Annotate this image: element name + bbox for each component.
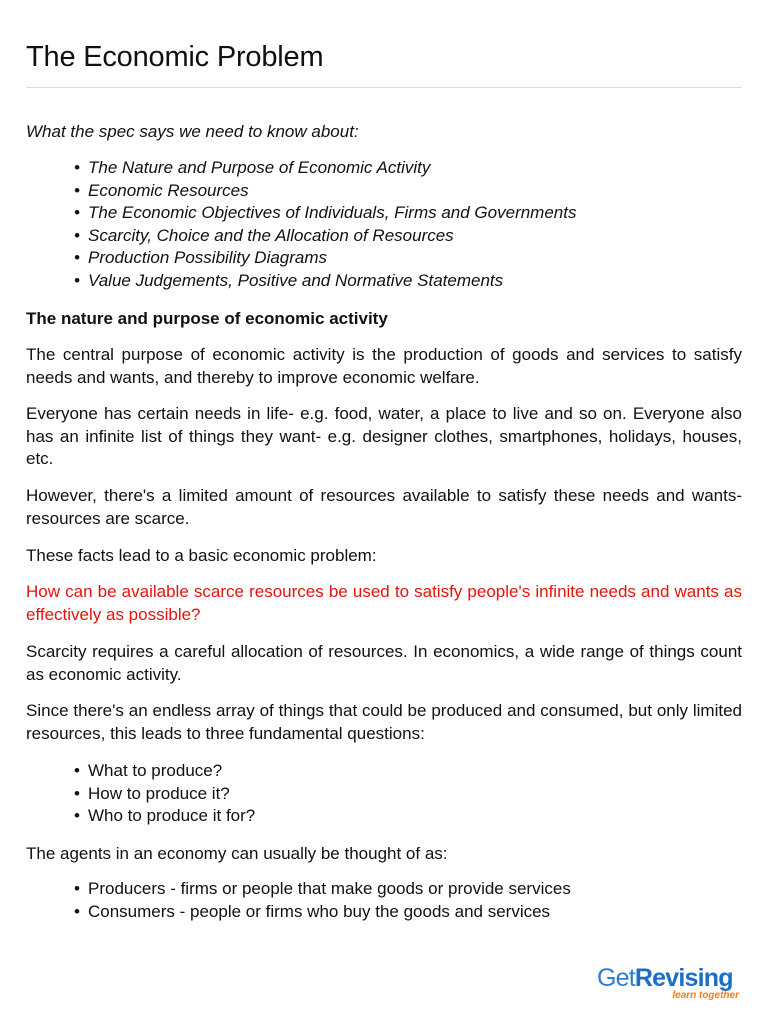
section-heading: The nature and purpose of economic activity xyxy=(26,309,388,328)
spec-list-item: • The Nature and Purpose of Economic Activity xyxy=(74,157,576,180)
question-item: • What to produce? xyxy=(74,760,255,783)
spec-list-item: • Value Judgements, Positive and Normative Statements xyxy=(74,270,576,293)
highlighted-question: How can be available scarce resources be used to satisfy people's infinite needs and wants as effectively as possible? xyxy=(26,582,742,624)
spec-list-item: • Scarcity, Choice and the Allocation of Resources xyxy=(74,225,576,248)
spec-intro: What the spec says we need to know about: xyxy=(26,122,359,141)
paragraph: Everyone has certain needs in life- e.g. food, water, a place to live and so on. Everyone also has an infinite list of things they want- e.g. designer clothes, smartphones, holidays, houses, etc. xyxy=(26,404,742,469)
question-item: • Who to produce it for? xyxy=(74,805,255,828)
paragraph: The agents in an economy can usually be thought of as: xyxy=(26,844,448,863)
agent-item: • Producers - firms or people that make goods or provide services xyxy=(74,878,571,901)
logo-part-revising: Revising xyxy=(634,964,733,992)
document-page xyxy=(26,0,742,921)
spec-list xyxy=(74,157,576,293)
logo-wordmark xyxy=(597,965,745,991)
paragraph: Since there's an endless array of things that could be produced and consumed, but only limited resources, this leads to three fundamental questions: xyxy=(26,701,742,743)
questions-list xyxy=(74,760,255,828)
paragraph: However, there's a limited amount of resources available to satisfy these needs and wants- resources are scarce. xyxy=(26,486,742,528)
paragraph: The central purpose of economic activity is the production of goods and services to satisfy needs and wants, and thereby to improve economic welfare. xyxy=(26,345,742,387)
getrevising-logo xyxy=(597,965,745,1001)
logo-tagline: learn together xyxy=(672,990,739,1001)
paragraph: These facts lead to a basic economic problem: xyxy=(26,546,377,565)
agents-list xyxy=(74,878,571,923)
logo-part-get: Get xyxy=(597,964,635,992)
spec-list-item: • Economic Resources xyxy=(74,180,576,203)
agent-item: • Consumers - people or firms who buy the goods and services xyxy=(74,901,571,924)
spec-list-item: • Production Possibility Diagrams xyxy=(74,247,576,270)
question-item: • How to produce it? xyxy=(74,783,255,806)
paragraph: Scarcity requires a careful allocation of resources. In economics, a wide range of things count as economic activity. xyxy=(26,642,742,684)
page-title: The Economic Problem xyxy=(26,41,324,73)
title-divider xyxy=(26,87,742,88)
spec-list-item: • The Economic Objectives of Individuals, Firms and Governments xyxy=(74,202,576,225)
